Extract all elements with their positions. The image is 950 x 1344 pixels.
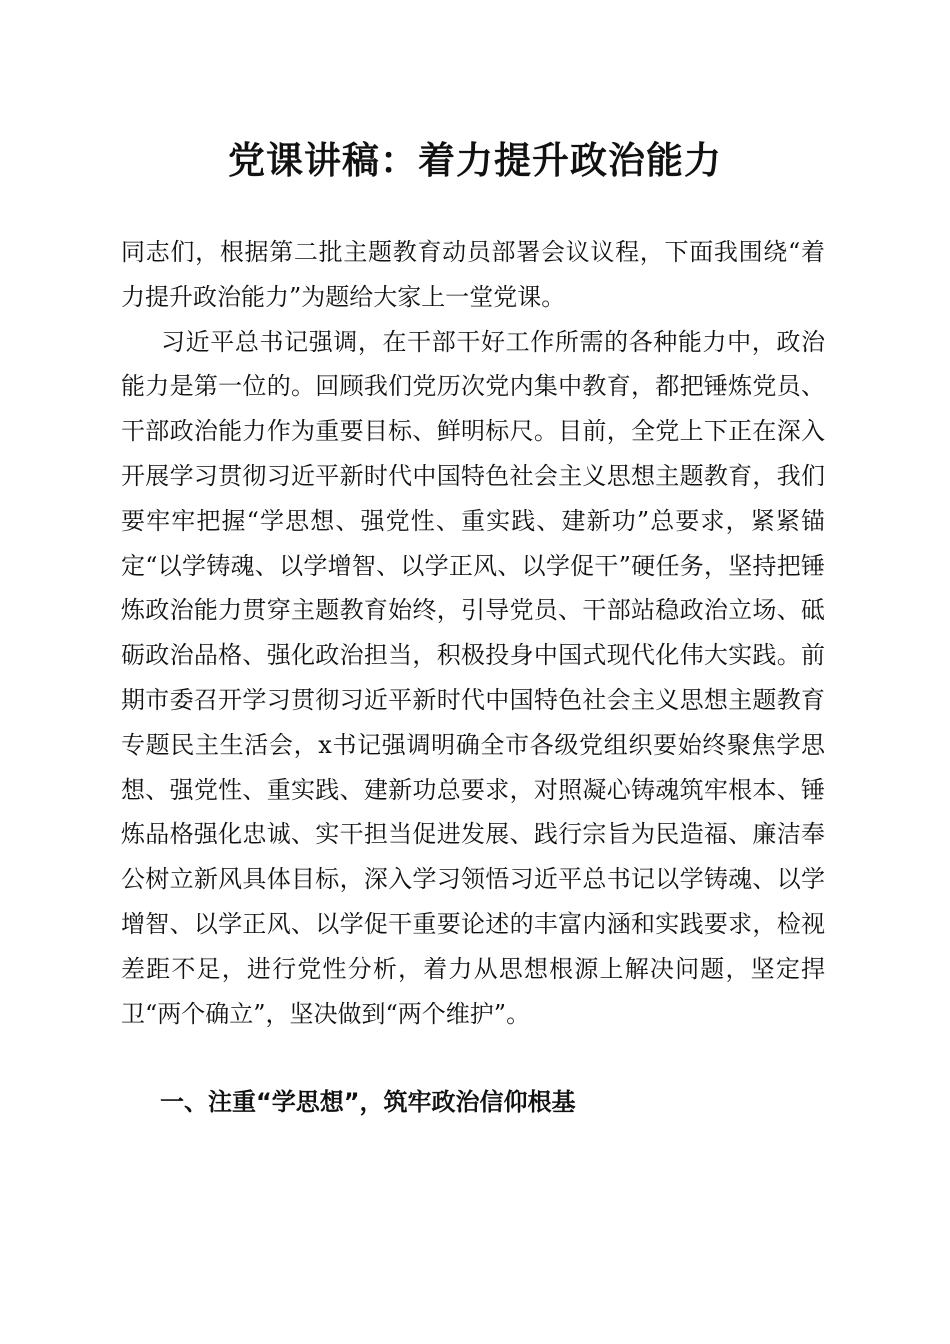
section-heading: 一、注重“学思想”，筑牢政治信仰根基 — [160, 1088, 576, 1116]
paragraph-intro: 同志们，根据第二批主题教育动员部署会议议程，下面我围绕“着力提升政治能力”为题给大家上一堂党课。 — [121, 238, 825, 311]
document-body — [121, 230, 825, 1036]
document-title: 党课讲稿：着力提升政治能力 — [228, 138, 722, 182]
paragraph-main: 习近平总书记强调，在干部干好工作所需的各种能力中，政治能力是第一位的。回顾我们党历次党内集中教育，都把锤炼党员、干部政治能力作为重要目标、鲜明标尺。目前，全党上下正在深入开展学习贯彻习近平新时代中国特色社会主义思想主题教育，我们要牢牢把握“学思想、强党性、重实践、建新功”总要求，紧紧锚定“以学铸魂、以学增智、以学正风、以学促干”硬任务，坚持把锤炼政治能力贯穿主题教育始终，引导党员、干部站稳政治立场、砥砺政治品格、强化政治担当，积极投身中国式现代化伟大实践。前期市委召开学习贯彻习近平新时代中国特色社会主义思想主题教育专题民主生活会，x书记强调明确全市各级党组织要始终聚焦学思想、强党性、重实践、建新功总要求，对照凝心铸魂筑牢根本、锤炼品格强化忠诚、实干担当促进发展、践行宗旨为民造福、廉洁奉公树立新风具体目标，深入学习领悟习近平总书记以学铸魂、以学增智、以学正风、以学促干重要论述的丰富内涵和实践要求，检视差距不足，进行党性分析，着力从思想根源上解决问题，坚定捍卫“两个确立”，坚决做到“两个维护”。 — [121, 327, 825, 1028]
